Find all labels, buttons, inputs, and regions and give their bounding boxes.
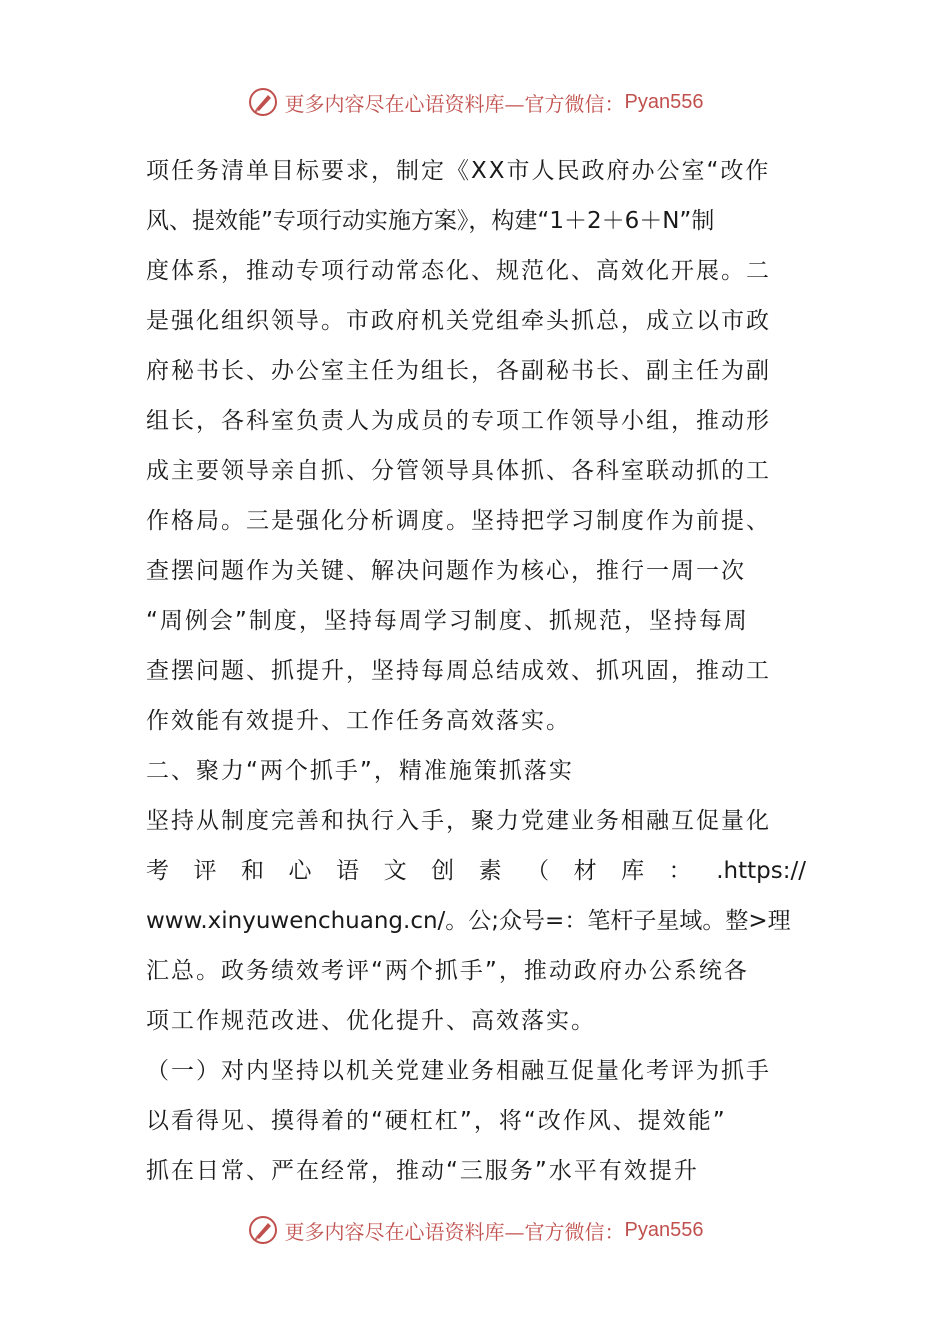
spread-char: 创 xyxy=(431,858,455,884)
spread-char: （ xyxy=(526,858,550,884)
banner-text: 更多内容尽在心语资料库—官方微信： xyxy=(284,1219,625,1244)
text-line: “周例会”制度，坚持每周学习制度、抓规范，坚持每周 xyxy=(146,608,749,634)
spread-char: 库 xyxy=(621,858,645,884)
watermark-banner-bottom xyxy=(0,1208,950,1252)
banner-text: 更多内容尽在心语资料库—官方微信： xyxy=(284,91,625,116)
text-line: 风、提效能”专项行动实施方案》，构建“1＋2＋6＋N”制 xyxy=(146,208,715,234)
text-line: 组长，各科室负责人为成员的专项工作领导小组，推动形 xyxy=(146,408,771,434)
text-line: www.xinyuwenchuang.cn/。公;众号=：笔杆子星域。整>理 xyxy=(146,908,791,934)
pen-logo-icon xyxy=(247,1214,279,1246)
text-line: 度体系，推动专项行动常态化、规范化、高效化开展。二 xyxy=(146,258,771,284)
spread-char: 和 xyxy=(241,858,265,884)
document-body xyxy=(146,146,806,1196)
spread-char: 评 xyxy=(193,858,217,884)
spread-link: .https:// xyxy=(716,858,806,884)
spread-char: 考 xyxy=(146,858,169,884)
subsection-heading: （一）对内坚持以机关党建业务相融互促量化考评为抓手 xyxy=(146,1058,771,1084)
section-heading: 二、聚力“两个抓手”，精准施策抓落实 xyxy=(146,758,574,784)
spread-char: 语 xyxy=(336,858,360,884)
text-line: 查摆问题、抓提升，坚持每周总结成效、抓巩固，推动工 xyxy=(146,658,771,684)
text-line: 项工作规范改进、优化提升、高效落实。 xyxy=(146,1008,596,1034)
banner-account: Pyan556 xyxy=(624,1218,704,1241)
watermark-banner-top xyxy=(0,80,950,124)
spread-char: 心 xyxy=(288,858,312,884)
text-line: 查摆问题作为关键、解决问题作为核心，推行一周一次 xyxy=(146,558,746,584)
spread-line xyxy=(146,846,806,896)
text-line: 以看得见、摸得着的“硬杠杠”，将“改作风、提效能” xyxy=(146,1108,727,1134)
text-line: 坚持从制度完善和执行入手，聚力党建业务相融互促量化 xyxy=(146,808,771,834)
spread-char: 素 xyxy=(478,858,502,884)
text-line: 项任务清单目标要求，制定《XX市人民政府办公室“改作 xyxy=(146,158,771,184)
text-line: 抓在日常、严在经常，推动“三服务”水平有效提升 xyxy=(146,1158,699,1184)
text-line: 汇总。政务绩效考评“两个抓手”，推动政府办公系统各 xyxy=(146,958,749,984)
spread-char: 材 xyxy=(573,858,597,884)
spread-char: ： xyxy=(668,858,692,884)
text-line: 成主要领导亲自抓、分管领导具体抓、各科室联动抓的工 xyxy=(146,458,771,484)
banner-account: Pyan556 xyxy=(624,90,704,113)
text-line: 作格局。三是强化分析调度。坚持把学习制度作为前提、 xyxy=(146,508,771,534)
text-line: 府秘书长、办公室主任为组长，各副秘书长、副主任为副 xyxy=(146,358,771,384)
text-line: 作效能有效提升、工作任务高效落实。 xyxy=(146,708,571,734)
text-line: 是强化组织领导。市政府机关党组牵头抓总，成立以市政 xyxy=(146,308,771,334)
pen-logo-icon xyxy=(247,86,279,118)
spread-char: 文 xyxy=(383,858,407,884)
